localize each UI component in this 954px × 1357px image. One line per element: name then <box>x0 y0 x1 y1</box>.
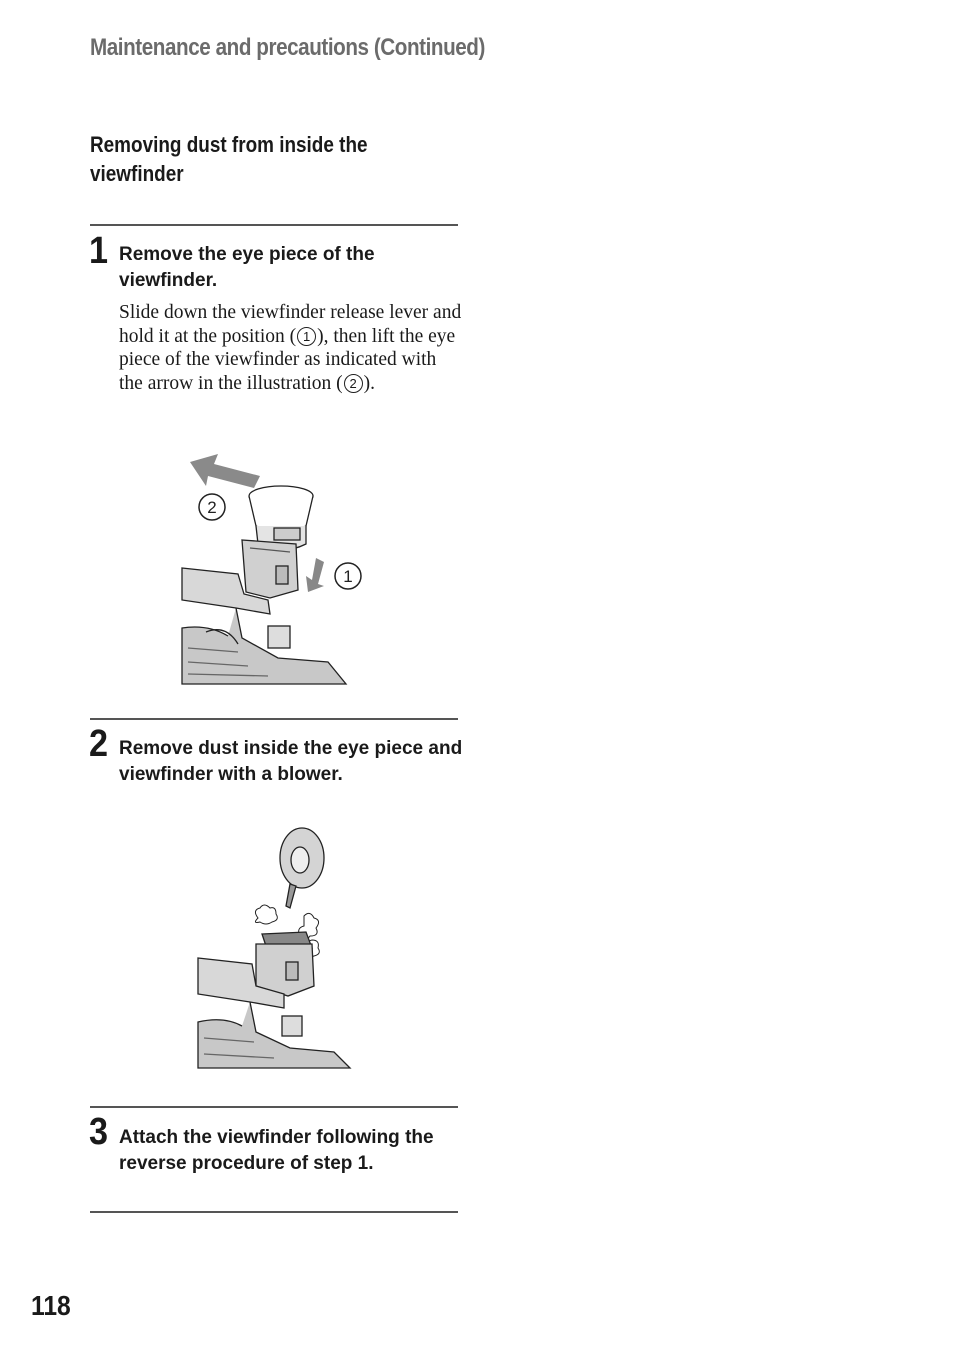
step-number: 1 <box>89 230 109 272</box>
page-header-title: Maintenance and precautions (Continued) <box>90 34 485 61</box>
circled-number-marker: 1 <box>297 327 316 346</box>
step-number: 2 <box>89 723 109 765</box>
step-divider <box>90 224 458 226</box>
blower-icon <box>280 828 324 908</box>
step-title: Remove dust inside the eye piece and viewfinder with a blower. <box>119 738 463 785</box>
step-title: Attach the viewfinder following the reverse procedure of step 1. <box>119 1127 434 1174</box>
step-divider <box>90 1106 458 1108</box>
step-number: 3 <box>89 1111 109 1153</box>
step-title: Remove the eye piece of the viewfinder. <box>119 244 375 291</box>
section-title: Removing dust from inside the viewfinder <box>90 132 368 186</box>
page-number: 118 <box>31 1290 71 1321</box>
viewfinder-removal-illustration <box>178 448 378 688</box>
circled-number-marker: 2 <box>344 374 363 393</box>
viewfinder-body-icon <box>256 932 314 996</box>
eyepiece-icon <box>249 486 313 550</box>
callout-label: 1 <box>343 567 353 586</box>
step-body-text: ), then lift the eye piece of the viewfinder as indicated with the arrow in the illustration ( <box>119 325 456 394</box>
callout-label: 2 <box>207 498 217 517</box>
step-divider <box>90 718 458 720</box>
lift-arrow-icon <box>190 454 260 488</box>
step-body-text: ). <box>363 372 376 394</box>
step-body-text: Slide down the viewfinder release lever and hold it at the position ( <box>119 302 462 347</box>
section-end-divider <box>90 1211 458 1213</box>
blower-cleaning-illustration <box>194 826 354 1071</box>
step-body <box>119 301 464 395</box>
viewfinder-body-icon <box>242 540 298 598</box>
slide-down-arrow-icon <box>306 558 324 592</box>
